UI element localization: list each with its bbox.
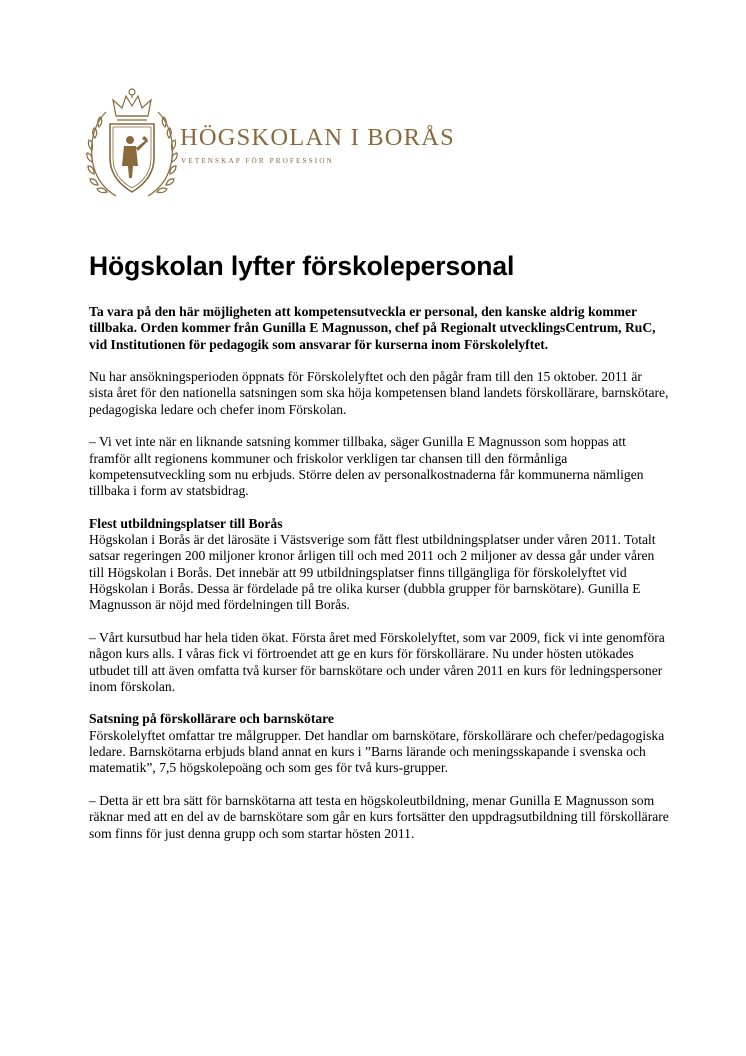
paragraph: – Detta är ett bra sätt för barnskötarna att testa en högskoleutbildning, menar Gunilla E Magnusson som räknar med att en del av de barnskötare som går en kurs fortsätter den uppdragsutbildning till förskollärare som finns för just denna grupp och som startar hösten 2011. <box>89 792 669 841</box>
paragraph: Nu har ansökningsperioden öppnats för Förskolelyftet och den pågår fram till den 15 oktober. 2011 är sista året för den nationella satsningen som ska höja kompetensen bland landets förskollärare, barnskötare, pedagogiska ledare och chefer inom Förskolan. <box>89 369 669 417</box>
section-heading: Satsning på förskollärare och barnskötare <box>89 711 334 727</box>
paragraph: Högskolan i Borås är det lärosäte i Västsverige som fått flest utbildningsplatser under våren 2011. Totalt satsar regeringen 200 miljoner kronor årligen till och med 2011 och 2 miljoner av dessa går under våren till Högskolan i Borås. Det innebär att 99 utbildningsplatser finns tillgängliga för förskolelyftet vid Högskolan i Borås. Dessa är fördelade på tre olika kurser (dubbla grupper för barnskötare). Gunilla E Magnusson är nöjd med fördelningen till Borås. <box>89 532 656 613</box>
crown-shield-emblem-icon <box>86 84 178 202</box>
section-heading: Flest utbildningsplatser till Borås <box>89 515 283 531</box>
section-block <box>89 516 669 614</box>
article-title: Högskolan lyfter förskolepersonal <box>89 251 515 281</box>
paragraph: – Vi vet inte när en liknande satsning kommer tillbaka, säger Gunilla E Magnusson som hoppas att framför allt regionens kommuner och friskolor verkligen tar chansen till den förmånliga kompetensutveckling som nu erbjuds. Större delen av personalkostnaderna får kommunerna nämligen tillbaka i form av statsbidrag. <box>89 434 644 499</box>
lead-paragraph: Ta vara på den här möjligheten att kompetensutveckla er personal, den kanske aldrig kommer tillbaka. Orden kommer från Gunilla E Magnusson, chef på Regionalt utvecklingsCentrum, RuC, vid Institutionen för pedagogik som ansvarar för kurserna inom Förskolelyftet. <box>89 304 656 352</box>
paragraph: Förskolelyftet omfattar tre målgrupper. Det handlar om barnskötare, förskollärare och chefer/pedagogiska ledare. Barnskötarna erbjuds bland annat en kurs i ”Barns lärande och meningsskapande i svenska och matematik”, 7,5 högskolepoäng och som ges för två kurs-grupper. <box>89 727 665 776</box>
university-logo <box>86 84 456 204</box>
university-name: HÖGSKOLAN I BORÅS <box>180 124 455 151</box>
university-tagline: VETENSKAP FÖR PROFESSION <box>181 157 334 165</box>
section-block <box>89 711 669 776</box>
article-body <box>89 304 669 858</box>
paragraph: – Vårt kursutbud har hela tiden ökat. Första året med Förskolelyftet, som var 2009, fick vi inte genomföra någon kurs alls. I våras fick vi förtroendet att ge en kurs för förskollärare. Nu under hösten utökades utbudet till att även omfatta två kurser för barnskötare och under våren 2011 en kurs för ledningspersoner inom förskolan. <box>89 629 665 694</box>
